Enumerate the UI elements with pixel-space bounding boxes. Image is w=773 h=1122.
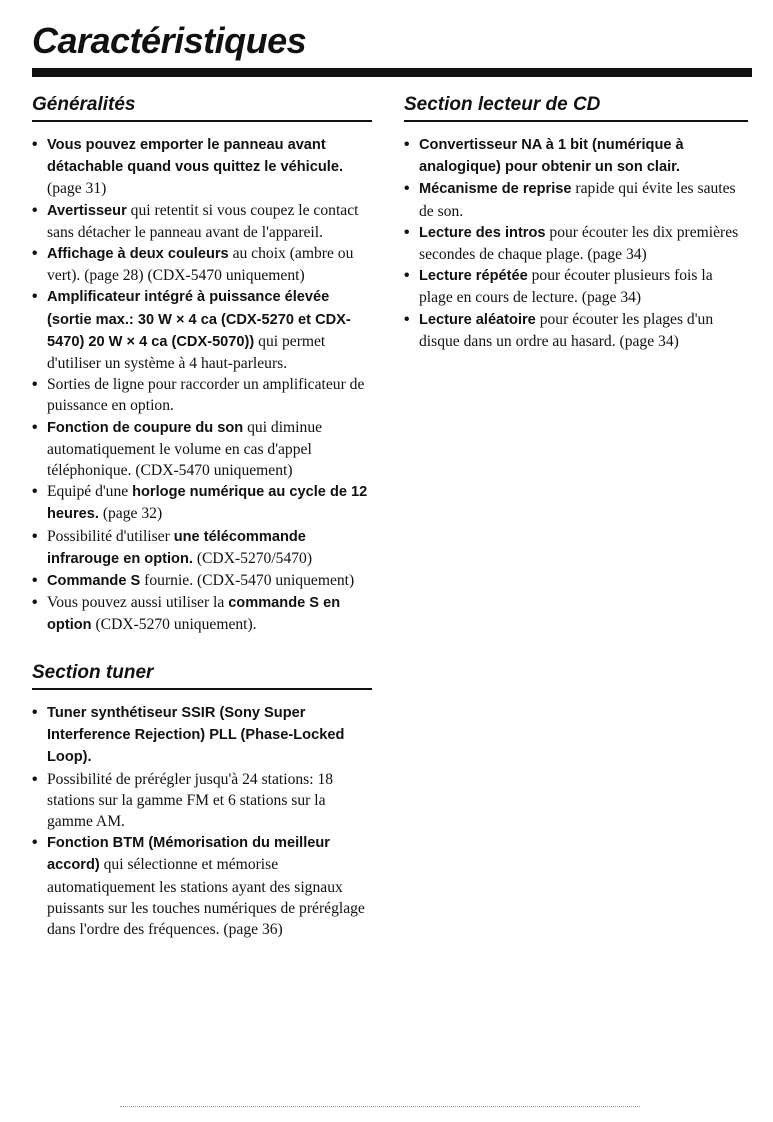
list-item bbox=[32, 374, 372, 416]
list-item bbox=[32, 832, 372, 940]
scan-artifact-line bbox=[120, 1106, 640, 1107]
item-text: qui permet d'utiliser un système à 4 haut-parleurs. bbox=[47, 332, 326, 373]
item-text: fournie. (CDX-5470 uniquement) bbox=[140, 572, 355, 590]
list-item bbox=[404, 178, 748, 221]
list-item bbox=[32, 570, 372, 592]
feature-list-tuner bbox=[32, 702, 372, 940]
list-item bbox=[32, 526, 372, 570]
feature-list-cd bbox=[404, 134, 748, 352]
item-text: pour écouter les dix premières secondes de chaque plage. (page 34) bbox=[419, 223, 739, 264]
item-bold: Amplificateur intégré à puissance élevée (sortie max.: 30 W × 4 ca (CDX-5270 et CDX-5470) 20 W × 4 ca (CDX-5070)) bbox=[47, 289, 351, 350]
item-text: qui diminue automatiquement le volume en cas d'appel téléphonique. (CDX-5470 uniquement) bbox=[47, 418, 323, 480]
section-tuner bbox=[32, 660, 372, 940]
item-bold: Lecture des intros bbox=[419, 224, 546, 241]
item-text: qui sélectionne et mémorise automatiquement les stations ayant des signaux puissants sur les touches numériques de préréglage dans l'ordre des fréquences. (page 36) bbox=[47, 856, 365, 939]
title-rule bbox=[32, 68, 752, 77]
item-bold: commande S en option bbox=[47, 595, 341, 634]
feature-list-generalites bbox=[32, 134, 372, 637]
item-text: Sorties de ligne pour raccorder un amplificateur de puissance en option. bbox=[47, 376, 365, 415]
list-item bbox=[32, 417, 372, 482]
item-text: pour écouter les plages d'un disque dans un ordre au hasard. (page 34) bbox=[419, 310, 714, 350]
list-item bbox=[32, 200, 372, 243]
item-bold: Lecture répétée bbox=[419, 268, 528, 285]
list-item bbox=[32, 481, 372, 525]
section-generalites bbox=[32, 92, 372, 637]
list-item bbox=[404, 265, 748, 308]
item-bold: une télécommande infrarouge en option. bbox=[47, 528, 306, 567]
item-bold: Commande S bbox=[47, 573, 141, 590]
item-bold: Mécanisme de reprise bbox=[419, 181, 572, 198]
section-cd bbox=[404, 92, 748, 352]
item-text: (CDX-5270 uniquement). bbox=[91, 616, 257, 634]
list-item bbox=[32, 134, 372, 200]
list-item bbox=[404, 134, 748, 178]
item-bold: Affichage à deux couleurs bbox=[47, 246, 229, 263]
item-bold: horloge numérique au cycle de 12 heures. bbox=[47, 484, 368, 523]
list-item bbox=[404, 309, 748, 352]
section-heading-cd: Section lecteur de CD bbox=[404, 92, 748, 122]
list-item bbox=[32, 769, 372, 833]
page-title: Caractéristiques bbox=[32, 20, 307, 61]
item-bold: Avertisseur bbox=[47, 202, 127, 219]
section-heading-tuner: Section tuner bbox=[32, 660, 372, 690]
item-bold: Vous pouvez emporter le panneau avant détachable quand vous quittez le véhicule. bbox=[47, 137, 343, 176]
section-heading-generalites: Généralités bbox=[32, 92, 372, 122]
list-item bbox=[32, 702, 372, 769]
item-bold: Lecture aléatoire bbox=[419, 311, 536, 328]
item-text: pour écouter plusieurs fois la plage en cours de lecture. (page 34) bbox=[419, 267, 713, 307]
list-item bbox=[404, 222, 748, 265]
item-text: Equipé d'une bbox=[47, 483, 133, 501]
item-text: (page 31) bbox=[47, 180, 107, 198]
list-item bbox=[32, 286, 372, 374]
list-item bbox=[32, 592, 372, 636]
item-text: au choix (ambre ou vert). (page 28) (CDX-5470 uniquement) bbox=[47, 245, 354, 285]
item-bold: Tuner synthétiseur SSIR (Sony Super Interference Rejection) PLL (Phase-Locked Loop). bbox=[47, 705, 345, 766]
item-bold: Fonction BTM (Mémorisation du meilleur accord) bbox=[47, 835, 330, 874]
item-bold: Convertisseur NA à 1 bit (numérique à analogique) pour obtenir un son clair. bbox=[419, 137, 684, 176]
item-text: (page 32) bbox=[98, 505, 163, 523]
item-text: Vous pouvez aussi utiliser la bbox=[47, 594, 229, 612]
item-bold: Fonction de coupure du son bbox=[47, 419, 244, 436]
item-text: qui retentit si vous coupez le contact sans détacher le panneau avant de l'appareil. bbox=[47, 201, 359, 241]
item-text: Possibilité de prérégler jusqu'à 24 stations: 18 stations sur la gamme FM et 6 stations sur la gamme AM. bbox=[47, 770, 334, 831]
item-text: (CDX-5270/5470) bbox=[192, 549, 313, 567]
item-text: rapide qui évite les sautes de son. bbox=[419, 180, 736, 220]
list-item bbox=[32, 243, 372, 286]
item-text: Possibilité d'utiliser bbox=[47, 527, 174, 545]
